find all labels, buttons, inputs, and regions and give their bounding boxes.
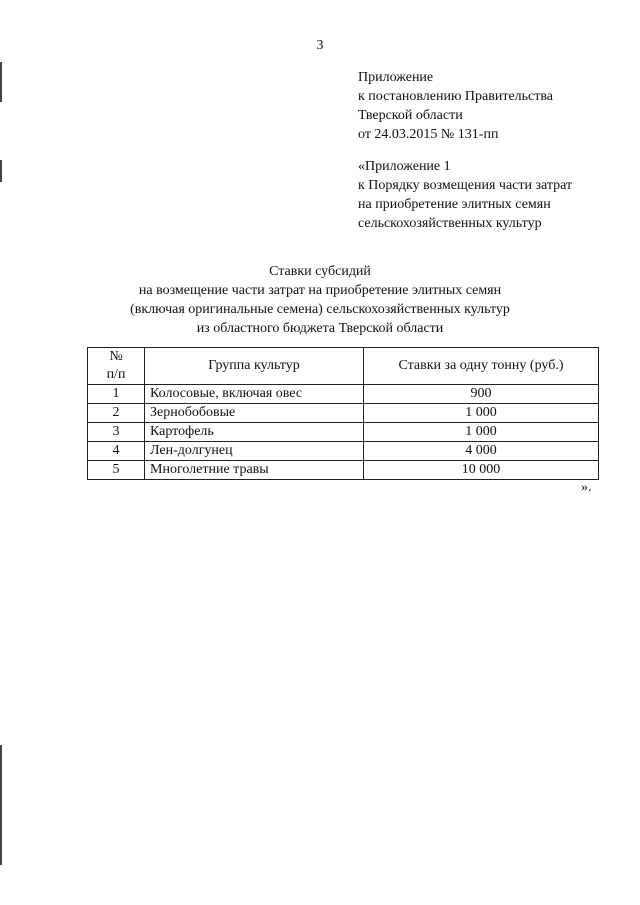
table-row [88,461,599,480]
table-row [88,404,599,423]
table-row [88,423,599,442]
scan-edge-mark [0,160,2,182]
annex-line: Тверской области [358,108,463,123]
annex-sub-line: к Порядку возмещения части затрат [358,178,573,193]
row-crop-group: Зернобобовые [145,404,364,423]
header-number-symbol: № [109,349,123,364]
annex-line: Приложение [358,70,434,85]
header-number-abbr: п/п [106,367,126,382]
row-number: 5 [88,461,145,480]
title-line: Ставки субсидий [269,264,371,279]
row-number: 4 [88,442,145,461]
row-number: 1 [88,385,145,404]
row-rate: 1 000 [364,404,599,423]
title-line: из областного бюджета Тверской области [196,321,444,336]
annex-line: к постановлению Правительства [358,89,554,104]
table-row [88,442,599,461]
table-header-row [88,348,599,385]
title-line: на возмещение части затрат на приобретение элитных семян [138,283,502,298]
annex-sub-line: на приобретение элитных семян [358,197,551,212]
table-row [88,385,599,404]
header-rate: Ставки за одну тонну (руб.) [364,348,599,385]
annex-sub-header [358,157,572,233]
row-number: 3 [88,423,145,442]
annex-sub-line: сельскохозяйственных культур [358,216,542,231]
annex-header [358,68,553,144]
header-number [88,348,145,385]
subsidy-rates-table [87,347,599,480]
row-crop-group: Колосовые, включая овес [145,385,364,404]
row-rate: 4 000 [364,442,599,461]
document-title [0,262,640,338]
row-rate: 1 000 [364,423,599,442]
row-rate: 10 000 [364,461,599,480]
row-crop-group: Картофель [145,423,364,442]
row-rate: 900 [364,385,599,404]
page-number: 3 [316,38,324,53]
closing-quote-mark: ». [581,480,592,495]
row-crop-group: Лен-долгунец [145,442,364,461]
annex-sub-line: «Приложение 1 [358,159,451,174]
annex-line: от 24.03.2015 № 131-пп [358,127,499,142]
row-number: 2 [88,404,145,423]
scan-edge-mark [0,745,2,865]
header-crop-group: Группа культур [145,348,364,385]
scan-edge-mark [0,62,2,102]
row-crop-group: Многолетние травы [145,461,364,480]
title-line: (включая оригинальные семена) сельскохозяйственных культур [130,302,510,317]
